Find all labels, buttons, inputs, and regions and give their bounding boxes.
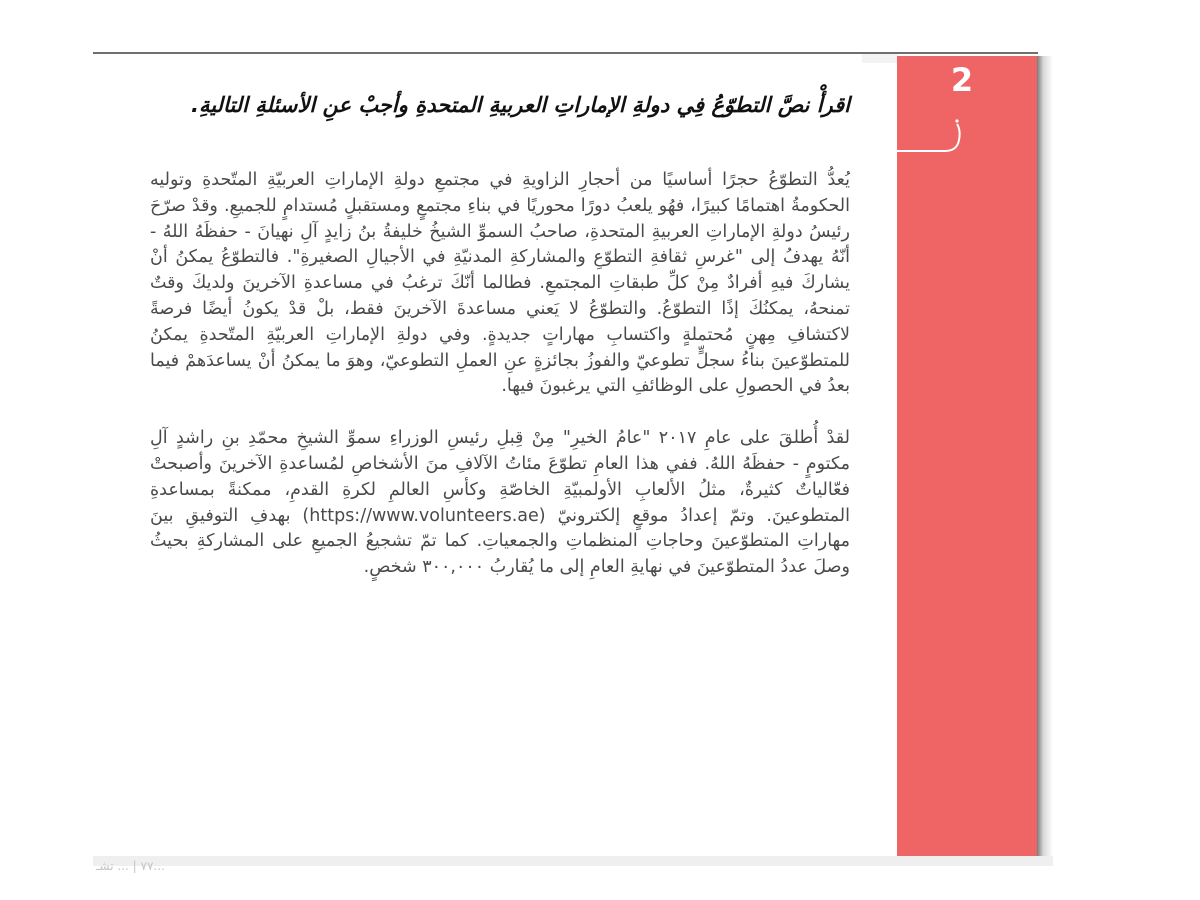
side-bar-shadow	[1037, 56, 1053, 856]
reading-content	[150, 88, 850, 581]
lesson-side-bar	[897, 56, 1037, 856]
lesson-number: 2	[950, 61, 974, 99]
bottom-divider	[93, 856, 1053, 866]
footer-fragment: ٧٧ | ... تشـ...	[96, 859, 165, 873]
question-heading: اقرأْ نصَّ التطوّعُ فِي دولةِ الإماراتِ العربيةِ المتحدةِ وأجبْ عنِ الأسئلةِ التاليةِ.	[190, 93, 850, 117]
passage-paragraph: يُعدُّ التطوّعُ حجرًا أساسيًا من أحجارِ الزاويةِ في مجتمعِ دولةِ الإماراتِ العربيّةِ المتّحدةِ وتوليه الحكومةُ اهتمامًا كبيرًا، فهُو يلعبُ دورًا محوريًا في بناءِ مجتمعٍ ومستقبلٍ مُستدامٍ للجميعِ. وقدْ صرّحَ رئيسُ دولةِ الإماراتِ العربيةِ المتحدةِ، صاحبُ السموِّ الشيخُ خليفةُ بنُ زايدٍ آلِ نهيانَ - حفظَهُ اللهُ - أنّهُ يهدفُ إلى "غرسِ ثقافةِ التطوّعِ والمشاركةِ المدنيّةِ في الأجيالِ الصغيرةِ". فالتطوّعُ يمكنُ أنْ يشاركَ فيهِ أفرادٌ مِنْ كلِّ طبقاتِ المجتمعِ. فطالما أنّكَ ترغبُ في مساعدةِ الآخرينَ ولديكَ وقتٌ تمنحهُ، يمكنُكَ إذًا التطوّعُ. والتطوّعُ لا يَعني مساعدةَ الآخرينَ فقط، بلْ قدْ يكونُ أيضًا فرصةً لاكتشافِ مِهنٍ مُحتملةٍ واكتسابِ مهاراتٍ جديدةٍ. وفي دولةِ الإماراتِ العربيّةِ المتّحدةِ يمكنُ للمتطوّعينَ بناءُ سجلٍّ تطوعيّ والفوزُ بجائزةٍ عنِ العملِ التطوعيّ، وهوَ ما يمكنُ أنْ يساعدَهمْ فيما بعدُ في الحصولِ على الوظائفِ التي يرغبونَ فيها.	[150, 170, 850, 397]
top-tab	[862, 54, 898, 63]
number-hook-icon	[897, 118, 965, 154]
passage-paragraph: لقدْ أُطلقَ على عامِ ٢٠١٧ "عامُ الخيرِ" مِنْ قِبلِ رئيسِ الوزراءِ سموِّ الشيخِ محمّدِ بنِ راشدٍ آلِ مكتومٍ - حفظَهُ اللهُ. ففي هذا العامِ تطوّعَ مئاتُ الآلافِ منَ الأشخاصِ لمُساعدةِ الآخرينَ وأصبحتْ فعّالياتٌ كثيرةٌ، مثلُ الألعابِ الأولمبيّةِ الخاصّةِ وكأسِ العالمِ لكرةِ القدمِ، ممكنةً بمساعدةِ المتطوعينَ. وتمّ إعدادُ موقعٍ إلكترونيّ (https://www.volunteers.ae) بهدفِ التوفيقِ بينَ مهاراتِ المتطوّعينَ وحاجاتِ المنظماتِ والجمعياتِ. كما تمّ تشجيعُ الجميعِ على المشاركةِ بحيثُ وصلَ عددُ المتطوّعينَ في نهايةِ العامِ إلى ما يُقاربُ ٣٠٠,٠٠٠ شخصٍ.	[150, 428, 850, 578]
